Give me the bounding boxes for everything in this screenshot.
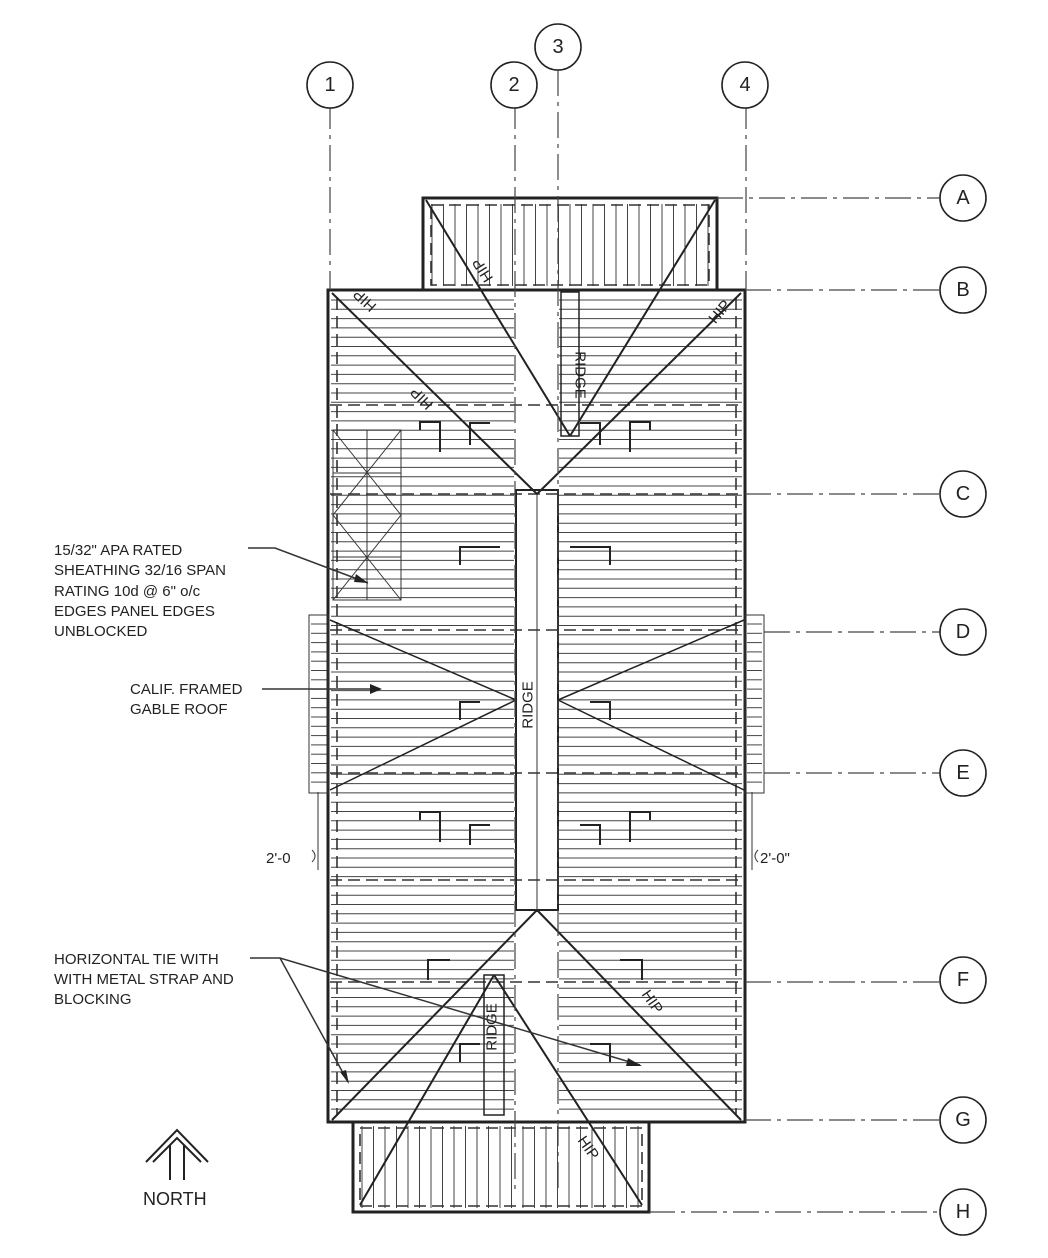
svg-text:HORIZONTAL TIE WITH: HORIZONTAL TIE WITH (54, 951, 219, 968)
svg-text:UNBLOCKED: UNBLOCKED (54, 623, 148, 640)
hip-label-upper: HIP (407, 383, 437, 413)
svg-text:CALIF. FRAMED: CALIF. FRAMED (130, 681, 243, 698)
svg-text:WITH METAL STRAP AND: WITH METAL STRAP AND (54, 971, 234, 988)
hip-label-top: HIP (469, 254, 497, 286)
svg-text:2'-0: 2'-0 (266, 850, 291, 867)
grid-bubble-D (940, 609, 986, 655)
sheathing-note (54, 542, 368, 640)
svg-text:GABLE ROOF: GABLE ROOF (130, 701, 228, 718)
svg-text:BLOCKING: BLOCKING (54, 991, 132, 1008)
svg-text:2'-0": 2'-0" (760, 850, 790, 867)
hip-label-bottom: HIP (573, 1132, 603, 1164)
svg-text:A: A (956, 187, 970, 209)
grid-bubble-E (940, 750, 986, 796)
tie-note (54, 951, 642, 1084)
svg-text:2: 2 (508, 74, 520, 96)
svg-text:F: F (956, 969, 970, 991)
svg-text:SHEATHING 32/16 SPAN: SHEATHING 32/16 SPAN (54, 562, 227, 579)
svg-text:15/32" APA RATED: 15/32" APA RATED (54, 542, 183, 559)
svg-text:C: C (955, 483, 971, 505)
grid-row-bubbles (940, 175, 986, 1235)
grid-bubble-H (940, 1189, 986, 1235)
grid-bubble-3 (535, 24, 581, 70)
hip-label-se: HIP (637, 986, 667, 1018)
ridge-label-main: RIDGE (519, 681, 537, 729)
north-label: NORTH (143, 1189, 207, 1209)
svg-text:E: E (956, 762, 970, 784)
grid-bubble-F (940, 957, 986, 1003)
ridge-and-hip-framing (330, 200, 744, 1205)
svg-text:4: 4 (739, 74, 751, 96)
svg-text:RATING 10d @ 6" o/c: RATING 10d @ 6" o/c (54, 583, 201, 600)
hip-label-nw: HIP (350, 285, 380, 315)
svg-text:3: 3 (552, 36, 564, 58)
hip-label-ne: HIP (705, 296, 735, 328)
svg-text:B: B (956, 279, 970, 301)
ridge-label-upper: RIDGE (571, 351, 589, 399)
svg-text:EDGES PANEL EDGES: EDGES PANEL EDGES (54, 603, 215, 620)
svg-text:1: 1 (324, 74, 336, 96)
svg-text:D: D (955, 621, 971, 643)
grid-column-bubbles (307, 24, 768, 108)
grid-bubble-2 (491, 62, 537, 108)
svg-text:G: G (955, 1109, 971, 1131)
joist-hangers (420, 422, 650, 1062)
grid-bubble-4 (722, 62, 768, 108)
north-arrow (143, 1130, 208, 1209)
svg-text:H: H (955, 1201, 971, 1223)
ridge-label-lower: RIDGE (483, 1003, 501, 1051)
grid-bubble-C (940, 471, 986, 517)
grid-bubble-B (940, 267, 986, 313)
grid-bubble-A (940, 175, 986, 221)
grid-bubble-G (940, 1097, 986, 1143)
grid-bubble-1 (307, 62, 353, 108)
